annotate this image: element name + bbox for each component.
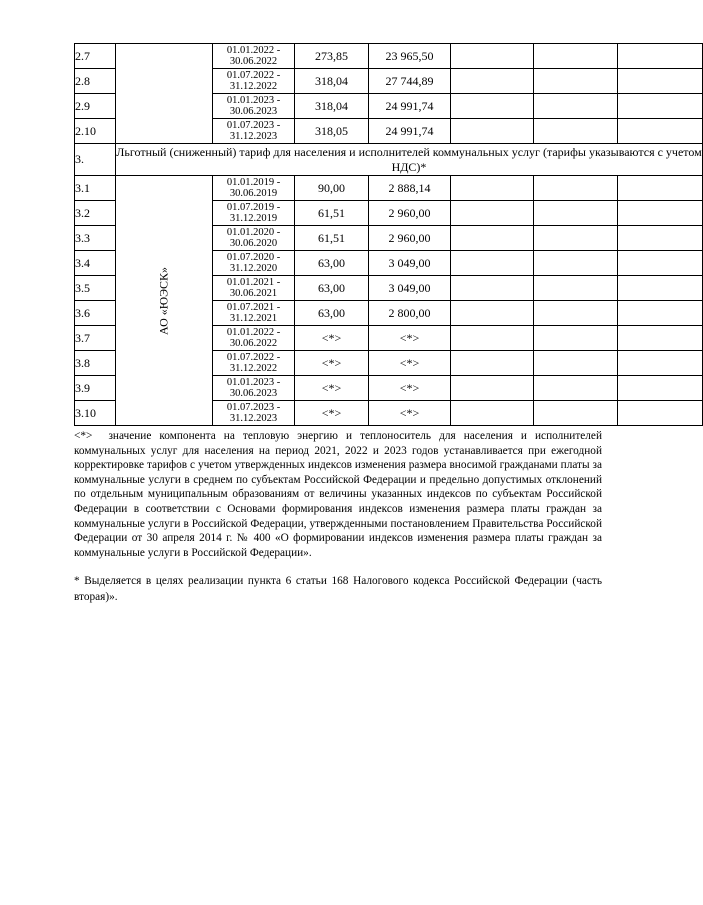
tariff-value-1: 63,00	[295, 301, 369, 326]
tariff-value-2: 2 960,00	[369, 226, 451, 251]
row-number: 3.5	[75, 276, 116, 301]
tariff-value-2: 23 965,50	[369, 44, 451, 69]
empty-cell	[618, 119, 703, 144]
empty-cell	[618, 94, 703, 119]
period-cell	[213, 44, 295, 69]
tariff-value-1: 90,00	[295, 176, 369, 201]
tariff-value-2: 24 991,74	[369, 119, 451, 144]
tariff-value-2: <*>	[369, 376, 451, 401]
period-start: 01.01.2023 -	[226, 95, 281, 106]
tariff-value-1: 318,05	[295, 119, 369, 144]
empty-cell	[618, 69, 703, 94]
empty-cell	[618, 44, 703, 69]
org-cell-empty	[116, 44, 213, 144]
empty-cell	[451, 94, 534, 119]
period-cell	[213, 201, 295, 226]
tariff-table	[74, 43, 703, 426]
period-start: 01.01.2022 -	[226, 45, 281, 56]
period-cell	[213, 119, 295, 144]
table-row	[75, 176, 703, 201]
tariff-value-2: 3 049,00	[369, 251, 451, 276]
tariff-value-1: 63,00	[295, 251, 369, 276]
tariff-value-1: <*>	[295, 401, 369, 426]
empty-cell	[618, 401, 703, 426]
empty-cell	[534, 119, 618, 144]
table-row	[75, 44, 703, 69]
period-cell	[213, 401, 295, 426]
tariff-value-2: 3 049,00	[369, 276, 451, 301]
empty-cell	[451, 376, 534, 401]
row-number: 2.9	[75, 94, 116, 119]
period-start: 01.07.2023 -	[226, 120, 281, 131]
period-end: 31.12.2021	[229, 313, 278, 324]
period-end: 31.12.2023	[229, 413, 278, 424]
row-number: 3.2	[75, 201, 116, 226]
row-number: 2.8	[75, 69, 116, 94]
period-start: 01.07.2019 -	[226, 202, 281, 213]
period-cell	[213, 251, 295, 276]
empty-cell	[451, 251, 534, 276]
period-start: 01.07.2022 -	[226, 70, 281, 81]
tariff-value-2: <*>	[369, 351, 451, 376]
empty-cell	[451, 226, 534, 251]
row-number: 3.9	[75, 376, 116, 401]
period-cell	[213, 69, 295, 94]
period-end: 31.12.2023	[229, 131, 278, 142]
period-start: 01.07.2023 -	[226, 402, 281, 413]
empty-cell	[534, 201, 618, 226]
period-end: 30.06.2019	[229, 188, 278, 199]
period-start: 01.07.2022 -	[226, 352, 281, 363]
tariff-table-body	[75, 44, 703, 426]
section-title: Льготный (сниженный) тариф для населения и исполнителей коммунальных услуг (тарифы указываются с учетом НДС)*	[116, 144, 702, 174]
empty-cell	[451, 44, 534, 69]
empty-cell	[534, 94, 618, 119]
period-cell	[213, 351, 295, 376]
row-number: 3.6	[75, 301, 116, 326]
empty-cell	[451, 69, 534, 94]
tariff-value-2: 27 744,89	[369, 69, 451, 94]
tariff-value-1: <*>	[295, 351, 369, 376]
empty-cell	[534, 376, 618, 401]
period-end: 31.12.2022	[229, 363, 278, 374]
tariff-value-2: 24 991,74	[369, 94, 451, 119]
empty-cell	[451, 119, 534, 144]
tariff-value-1: 61,51	[295, 201, 369, 226]
period-cell	[213, 176, 295, 201]
period-end: 31.12.2022	[229, 81, 278, 92]
period-end: 30.06.2021	[229, 288, 278, 299]
period-start: 01.01.2022 -	[226, 327, 281, 338]
period-cell	[213, 376, 295, 401]
tariff-value-1: 273,85	[295, 44, 369, 69]
empty-cell	[534, 44, 618, 69]
empty-cell	[618, 176, 703, 201]
org-cell	[116, 176, 213, 426]
row-number: 2.7	[75, 44, 116, 69]
empty-cell	[534, 326, 618, 351]
period-end: 30.06.2020	[229, 238, 278, 249]
row-number: 3.7	[75, 326, 116, 351]
tariff-value-2: <*>	[369, 326, 451, 351]
empty-cell	[534, 401, 618, 426]
empty-cell	[534, 251, 618, 276]
empty-cell	[534, 176, 618, 201]
row-number: 3.8	[75, 351, 116, 376]
section-number: 3.	[75, 144, 116, 176]
period-end: 30.06.2022	[229, 338, 278, 349]
period-end: 30.06.2023	[229, 388, 278, 399]
tariff-value-1: 61,51	[295, 226, 369, 251]
empty-cell	[451, 326, 534, 351]
document-page	[74, 43, 702, 605]
tariff-value-1: 318,04	[295, 69, 369, 94]
tariff-value-1: <*>	[295, 376, 369, 401]
empty-cell	[534, 301, 618, 326]
period-start: 01.01.2021 -	[226, 277, 281, 288]
tariff-value-2: 2 960,00	[369, 201, 451, 226]
empty-cell	[618, 251, 703, 276]
tariff-value-2: <*>	[369, 401, 451, 426]
tariff-value-1: 63,00	[295, 276, 369, 301]
footnote-marker: <*>	[74, 430, 93, 442]
period-start: 01.07.2020 -	[226, 252, 281, 263]
period-cell	[213, 226, 295, 251]
empty-cell	[618, 376, 703, 401]
footnote-vat: * Выделяется в целях реализации пункта 6 статьи 168 Налогового кодекса Российской Федерации (часть вторая)».	[74, 575, 602, 603]
tariff-value-2: 2 888,14	[369, 176, 451, 201]
period-start: 01.01.2023 -	[226, 377, 281, 388]
period-end: 30.06.2022	[229, 56, 278, 67]
organization-name: АО «ЮЭСК»	[156, 266, 171, 335]
empty-cell	[618, 326, 703, 351]
empty-cell	[618, 201, 703, 226]
row-number: 3.1	[75, 176, 116, 201]
row-number: 3.10	[75, 401, 116, 426]
empty-cell	[451, 301, 534, 326]
empty-cell	[618, 226, 703, 251]
period-start: 01.01.2020 -	[226, 227, 281, 238]
row-number: 2.10	[75, 119, 116, 144]
empty-cell	[451, 351, 534, 376]
row-number: 3.4	[75, 251, 116, 276]
period-cell	[213, 94, 295, 119]
empty-cell	[534, 351, 618, 376]
period-start: 01.01.2019 -	[226, 177, 281, 188]
period-end: 31.12.2019	[229, 213, 278, 224]
period-start: 01.07.2021 -	[226, 302, 281, 313]
empty-cell	[618, 276, 703, 301]
empty-cell	[618, 351, 703, 376]
footnote-asterisk	[74, 429, 602, 560]
empty-cell	[534, 226, 618, 251]
period-end: 31.12.2020	[229, 263, 278, 274]
footnote-text: значение компонента на тепловую энергию и теплоноситель для населения и исполнителей коммунальных услуг для населения на период 2021, 2022 и 2023 годов устанавливается при ежегодной корректировке тарифов с учетом утвержденных индексов изменения размера вносимой гражданами платы за коммунальные услуги в среднем по субъектам Российской Федерации и предельно допустимых отклонений по отдельным муниципальным образованиям от величины указанных индексов по субъектам Российской Федерации в соответствии с Основами формирования индексов изменения размера платы граждан за коммунальные услуги в Российской Федерации, утвержденными постановлением Правительства Российской Федерации от 30 апреля 2014 г. № 400 «О формировании индексов изменения размера платы граждан за коммунальные услуги в Российской Федерации».	[74, 430, 602, 559]
row-number: 3.3	[75, 226, 116, 251]
empty-cell	[534, 276, 618, 301]
empty-cell	[451, 176, 534, 201]
period-cell	[213, 326, 295, 351]
period-cell	[213, 276, 295, 301]
empty-cell	[451, 201, 534, 226]
empty-cell	[534, 69, 618, 94]
period-end: 30.06.2023	[229, 106, 278, 117]
tariff-value-1: 318,04	[295, 94, 369, 119]
empty-cell	[618, 301, 703, 326]
tariff-value-1: <*>	[295, 326, 369, 351]
tariff-value-2: 2 800,00	[369, 301, 451, 326]
period-cell	[213, 301, 295, 326]
empty-cell	[451, 276, 534, 301]
empty-cell	[451, 401, 534, 426]
section-header-row	[75, 144, 703, 176]
